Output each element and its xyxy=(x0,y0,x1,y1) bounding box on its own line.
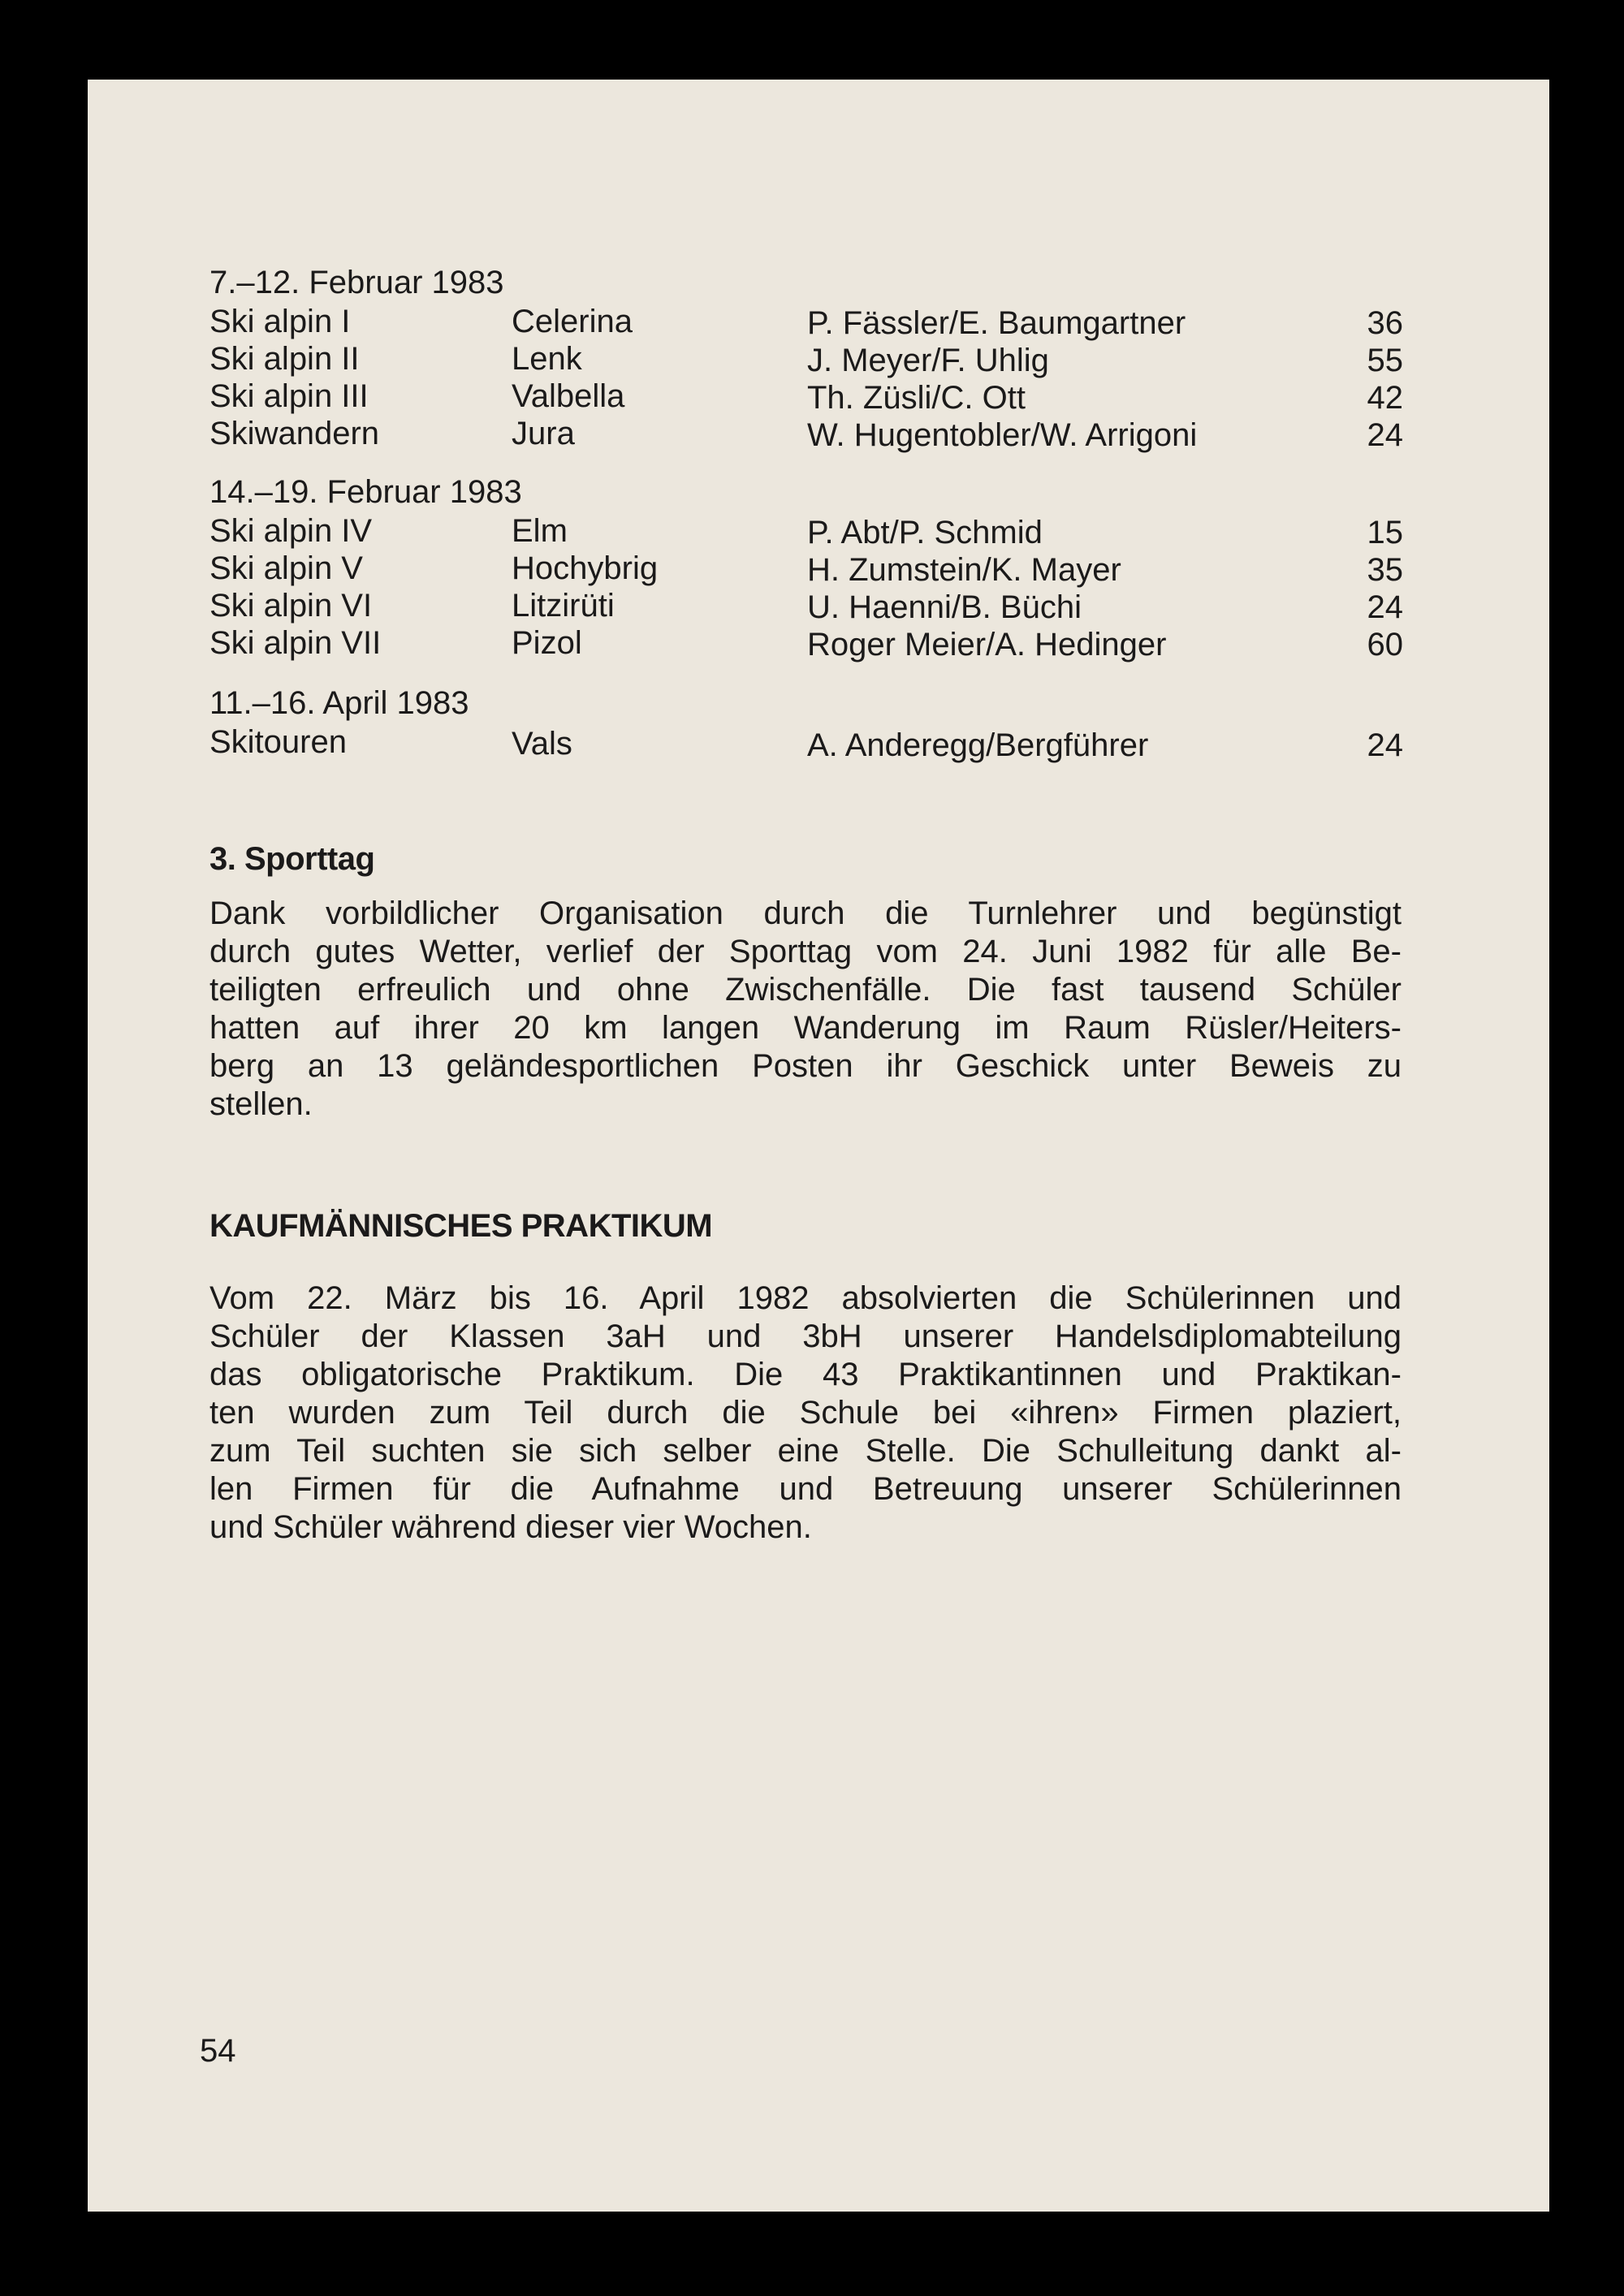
paragraph-line: teiligten erfreulich und ohne Zwischenfälle. Die fast tausend Schüler xyxy=(209,972,1402,1008)
course-leaders: Th. Züsli/C. Ott xyxy=(807,380,1026,416)
paragraph-line: Dank vorbildlicher Organisation durch die Turnlehrer und begünstigt xyxy=(209,896,1402,931)
course-count: 24 xyxy=(1367,727,1403,763)
course-name: Ski alpin IV xyxy=(209,513,373,549)
course-leaders: Roger Meier/A. Hedinger xyxy=(807,627,1167,662)
paragraph-line: berg an 13 geländesportlichen Posten ihr Geschick unter Beweis zu xyxy=(209,1048,1402,1084)
course-name: Ski alpin II xyxy=(209,341,360,377)
paragraph-line: stellen. xyxy=(209,1086,313,1122)
course-place: Pizol xyxy=(512,625,582,661)
course-count: 15 xyxy=(1367,515,1403,550)
paragraph-line: durch gutes Wetter, verlief der Sporttag vom 24. Juni 1982 für alle Be- xyxy=(209,934,1402,969)
praktikum-paragraph xyxy=(209,1280,1402,1547)
course-name: Ski alpin I xyxy=(209,304,351,339)
course-place: Lenk xyxy=(512,341,582,377)
course-count: 24 xyxy=(1367,417,1403,453)
schedule-date-3: 11.–16. April 1983 xyxy=(209,685,469,721)
course-leaders: P. Fässler/E. Baumgartner xyxy=(807,305,1186,341)
course-place: Litzirüti xyxy=(512,588,615,624)
course-place: Jura xyxy=(512,416,575,451)
course-leaders: U. Haenni/B. Büchi xyxy=(807,589,1082,625)
course-count: 36 xyxy=(1367,305,1403,341)
course-place: Hochybrig xyxy=(512,550,659,586)
paragraph-line: und Schüler während dieser vier Wochen. xyxy=(209,1509,812,1545)
course-name: Ski alpin VII xyxy=(209,625,382,661)
course-place: Elm xyxy=(512,513,568,549)
course-name: Ski alpin VI xyxy=(209,588,373,624)
sporttag-paragraph xyxy=(209,895,1402,1124)
course-leaders: J. Meyer/F. Uhlig xyxy=(807,343,1049,378)
course-place: Vals xyxy=(512,726,572,762)
course-count: 60 xyxy=(1367,627,1403,662)
course-count: 55 xyxy=(1367,343,1403,378)
course-leaders: W. Hugentobler/W. Arrigoni xyxy=(807,417,1198,453)
course-name: Ski alpin III xyxy=(209,378,369,414)
paragraph-line: zum Teil suchten sie sich selber eine Stelle. Die Schulleitung dankt al- xyxy=(209,1433,1402,1469)
page-number: 54 xyxy=(200,2033,236,2069)
paragraph-line: ten wurden zum Teil durch die Schule bei «ihren» Firmen plaziert, xyxy=(209,1395,1402,1431)
course-leaders: P. Abt/P. Schmid xyxy=(807,515,1043,550)
course-count: 35 xyxy=(1367,552,1403,588)
course-name: Skitouren xyxy=(209,724,347,760)
praktikum-heading: KAUFMÄNNISCHES PRAKTIKUM xyxy=(209,1208,713,1244)
course-leaders: A. Anderegg/Bergführer xyxy=(807,727,1149,763)
course-place: Valbella xyxy=(512,378,625,414)
sporttag-heading: 3. Sporttag xyxy=(209,841,375,877)
course-leaders: H. Zumstein/K. Mayer xyxy=(807,552,1121,588)
course-name: Skiwandern xyxy=(209,416,380,451)
schedule-date-1: 7.–12. Februar 1983 xyxy=(209,265,504,300)
course-count: 42 xyxy=(1367,380,1403,416)
paragraph-line: hatten auf ihrer 20 km langen Wanderung im Raum Rüsler/Heiters- xyxy=(209,1010,1402,1046)
paragraph-line: Vom 22. März bis 16. April 1982 absolvierten die Schülerinnen und xyxy=(209,1280,1402,1316)
course-place: Celerina xyxy=(512,304,633,339)
document-page xyxy=(88,80,1549,2212)
paragraph-line: len Firmen für die Aufnahme und Betreuung unserer Schülerinnen xyxy=(209,1471,1402,1507)
course-name: Ski alpin V xyxy=(209,550,363,586)
paragraph-line: das obligatorische Praktikum. Die 43 Praktikantinnen und Praktikan- xyxy=(209,1357,1402,1392)
paragraph-line: Schüler der Klassen 3aH und 3bH unserer Handelsdiplomabteilung xyxy=(209,1318,1402,1354)
course-count: 24 xyxy=(1367,589,1403,625)
schedule-date-2: 14.–19. Februar 1983 xyxy=(209,474,522,510)
